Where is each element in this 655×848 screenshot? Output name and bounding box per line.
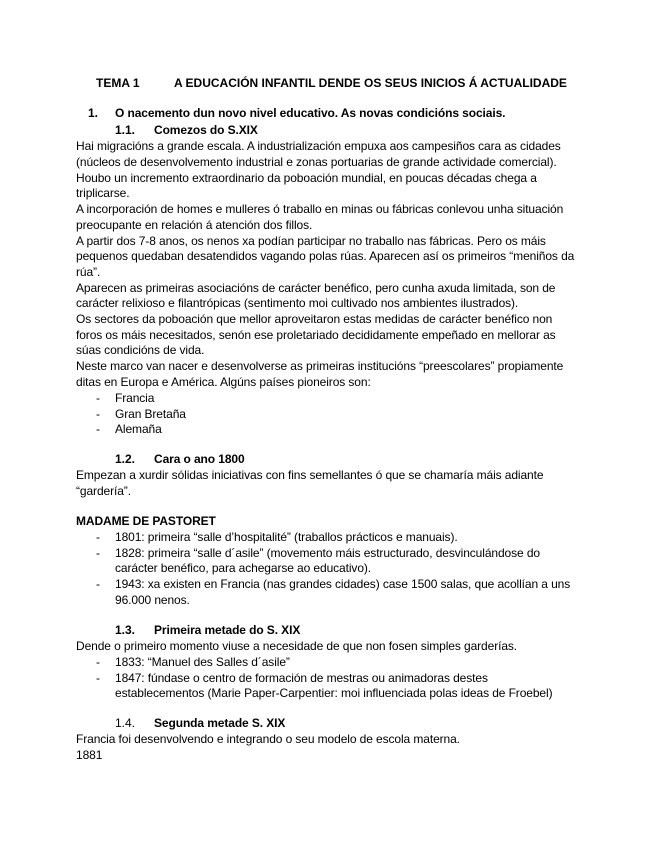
list-bullet: - [96,655,100,669]
paragraph-line: Os sectores da poboación que mellor aproveitaron estas medidas de carácter benéfico non [76,312,553,326]
paragraph-line: triplicarse. [76,186,130,200]
list-item: Francia [115,391,155,405]
paragraph-line: “gardería”. [76,484,131,498]
paragraph-line: Hai migracións a grande escala. A industrialización empuxa aos campesiños cara as cidades [76,139,561,153]
subsection-number: 1.1. [115,123,136,137]
paragraph-line: Neste marco van nacer e desenvolverse as primeiras institucións “preescolares” propiamente [76,359,564,373]
pastoret-heading: MADAME DE PASTORET [76,514,216,528]
list-item: 1828: primeira “salle d´asile” (movemento máis estructurado, desvinculándose do [115,546,540,560]
list-item: 1943: xa existen en Francia (nas grandes cidades) case 1500 salas, que acollían a uns [115,577,571,591]
subsection-heading: Cara o ano 1800 [154,452,245,466]
document-title: A EDUCACIÓN INFANTIL DENDE OS SEUS INICIOS Á ACTUALIDADE [174,76,567,90]
list-bullet: - [96,671,100,685]
paragraph-line: A incorporación de homes e mulleres ó traballo en minas ou fábricas conlevou unha situación [76,202,564,216]
subsection-heading: Primeira metade do S. XIX [154,623,301,637]
list-item: 1801: primeira “salle d’hospitalité” (traballos prácticos e manuais). [115,530,458,544]
paragraph-line: foros os máis necesitados, senón ese proletariado decididamente empeñado en mellorar as [76,328,556,342]
list-bullet: - [96,407,100,421]
paragraph-line: Dende o primeiro momento viuse a necesidade de que non fosen simples garderías. [76,639,518,653]
subsection-heading: Segunda metade S. XIX [154,716,286,730]
list-item-continuation: establecementos (Marie Paper-Carpentier: moi influenciada polas ideas de Froebel) [115,686,553,700]
list-bullet: - [96,391,100,405]
list-item-continuation: carácter benéfico, para achegarse ao educativo). [115,561,372,575]
paragraph-line: Houbo un incremento extraordinario da poboación mundial, en poucas décadas chega a [76,171,537,185]
paragraph-line: rúa”. [76,265,101,279]
list-bullet: - [96,577,100,591]
list-item: 1833: “Manuel des Salles d´asile” [115,655,290,669]
list-item-continuation: 96.000 nenos. [115,593,190,607]
subsection-number: 1.2. [115,452,136,466]
topic-label: TEMA 1 [96,76,140,90]
list-item: Gran Bretaña [115,407,186,421]
paragraph-line: súas condicións de vida. [76,343,205,357]
paragraph-line: carácter relixioso e filantrópicas (sentimento moi cultivado nos ambientes ilustrados). [76,296,519,310]
list-item: Alemaña [115,422,162,436]
paragraph-line: Empezan a xurdir sólidas iniciativas con fins semellantes ó que se chamaría máis adiante [76,468,544,482]
list-item: 1847: fúndase o centro de formación de mestras ou animadoras destes [115,671,488,685]
paragraph-line: ditas en Europa e América. Algúns países pioneiros son: [76,375,371,389]
list-bullet: - [96,546,100,560]
subsection-number: 1.3. [115,623,136,637]
paragraph-line: preocupante en relación á atención dos fillos. [76,218,313,232]
subsection-number: 1.4. [115,716,136,730]
paragraph-line: Francia foi desenvolvendo e integrando o seu modelo de escola materna. [76,732,460,746]
paragraph-line: pequenos quedaban desatendidos vagando polas rúas. Aparecen así os primeiros “meniños da [76,249,575,263]
paragraph-line: Aparecen as primeiras asociacións de carácter benéfico, pero cunha axuda limitada, son de [76,281,556,295]
subsection-heading: Comezos do S.XIX [154,123,258,137]
section-number: 1. [88,106,99,120]
paragraph-line: (núcleos de desenvolvemento industrial e zonas portuarias de grande actividade comercial). [76,155,557,169]
list-bullet: - [96,422,100,436]
paragraph-line: 1881 [76,748,103,762]
section-heading: O nacemento dun novo nivel educativo. As novas condicións sociais. [115,106,506,120]
paragraph-line: A partir dos 7-8 anos, os nenos xa podían participar no traballo nas fábricas. Pero os máis [76,234,546,248]
list-bullet: - [96,530,100,544]
